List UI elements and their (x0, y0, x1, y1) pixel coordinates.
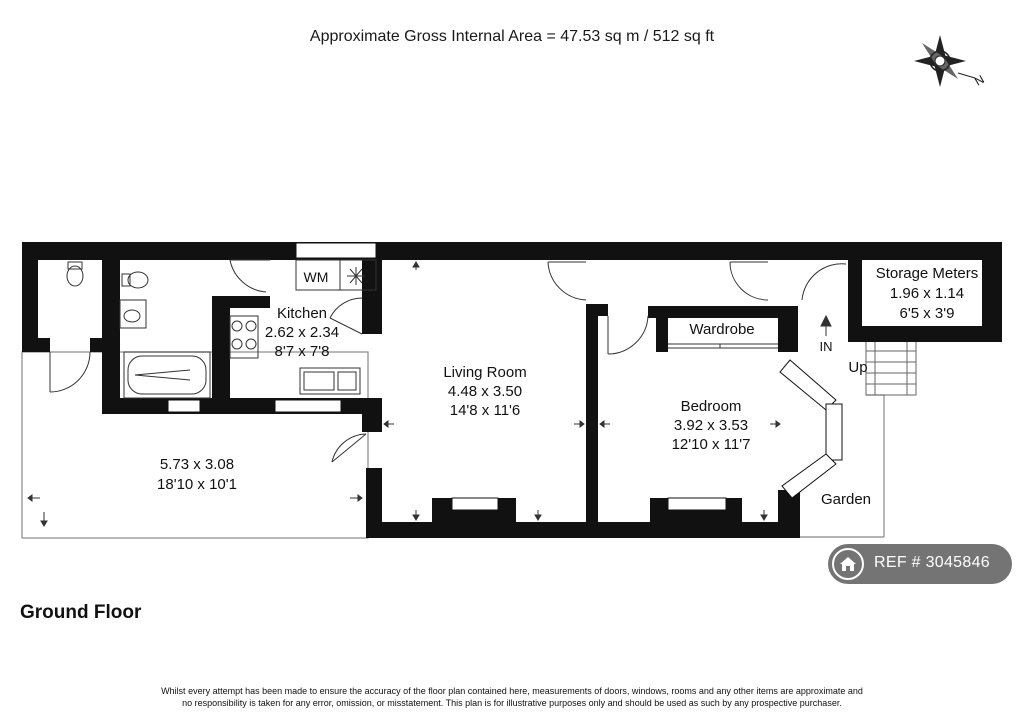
room-living (443, 364, 526, 419)
living-imperial: 14'8 x 11'6 (449, 402, 521, 419)
gross-internal-area: Approximate Gross Internal Area = 47.53 sq m / 512 sq ft (309, 28, 715, 45)
living-name: Living Room (443, 364, 527, 381)
garden-label: Garden (820, 491, 872, 508)
home-icon (832, 548, 864, 580)
outdoor-imperial: 18'10 x 10'1 (157, 476, 237, 493)
kitchen-metric: 2.62 x 2.34 (264, 324, 340, 341)
bedroom-metric: 3.92 x 3.53 (673, 417, 749, 434)
ref-watermark (828, 544, 1012, 584)
floor-title: Ground Floor (20, 602, 142, 623)
wardrobe-label: Wardrobe (689, 321, 755, 338)
room-outdoor (157, 456, 237, 493)
storage-imperial: 6'5 x 3'9 (899, 305, 955, 322)
entrance-steps (866, 340, 916, 395)
disclaimer-line-1: Whilst every attempt has been made to ensure the accuracy of the floor plan contained here, measurements of doors, windows, rooms and any other items are approximate and (161, 686, 863, 696)
compass-icon (914, 35, 987, 89)
disclaimer-line-2: no responsibility is taken for any error, omission, or misstatement. This plan is for illustrative purposes only and should be used as such by any prospective purchaser. (182, 698, 842, 708)
bedroom-name: Bedroom (680, 398, 742, 415)
living-metric: 4.48 x 3.50 (447, 383, 523, 400)
kitchen-imperial: 8'7 x 7'8 (274, 343, 330, 360)
storage-name: Storage Meters (875, 265, 979, 282)
entrance-in-label: IN (819, 339, 833, 354)
room-bedroom (672, 398, 751, 453)
kitchen-name: Kitchen (276, 305, 328, 322)
washing-machine-label: WM (303, 269, 329, 285)
disclaimer (0, 685, 1024, 709)
room-storage (876, 265, 979, 322)
steps-up-label: Up (848, 359, 868, 376)
compass-north-label: N (972, 72, 987, 89)
fixtures (67, 260, 778, 398)
bedroom-imperial: 12'10 x 11'7 (671, 436, 751, 453)
ref-number: REF # 3045846 (874, 554, 990, 571)
storage-metric: 1.96 x 1.14 (889, 285, 965, 302)
outdoor-metric: 5.73 x 3.08 (159, 456, 235, 473)
room-kitchen (265, 305, 339, 360)
